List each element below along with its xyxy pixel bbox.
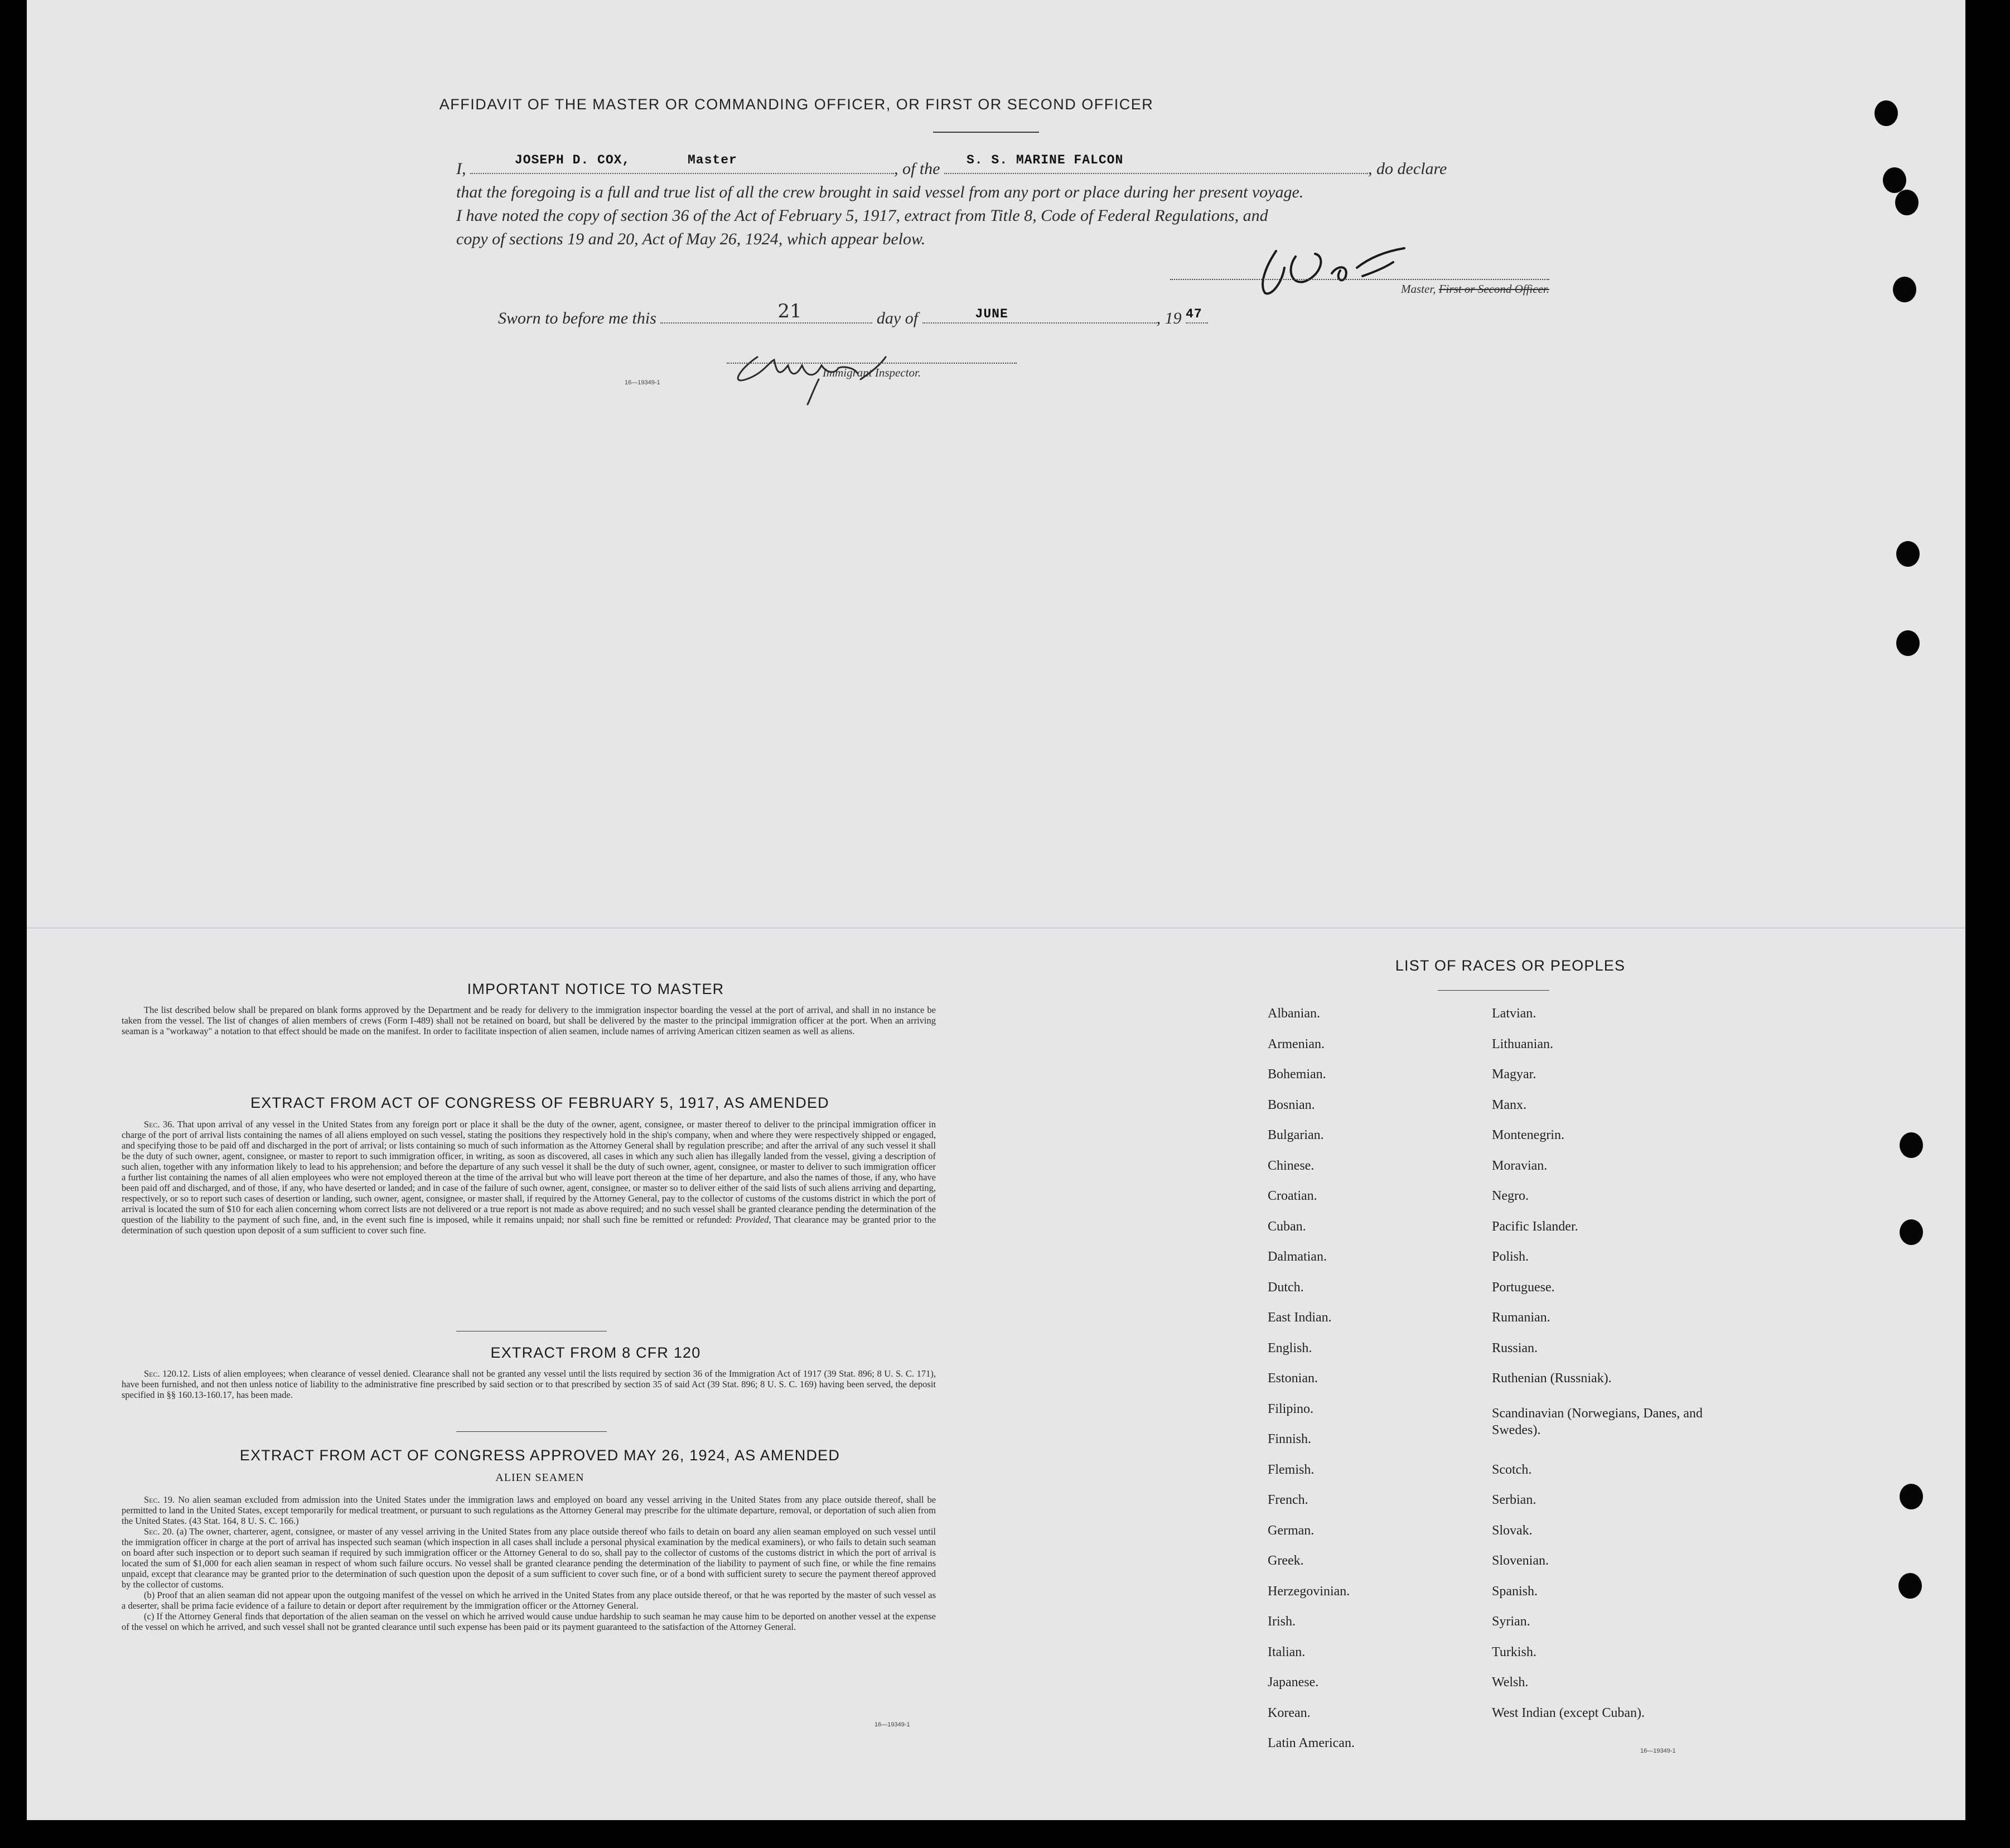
sworn-day-blank: [660, 300, 872, 324]
race-item: Italian.: [1268, 1644, 1306, 1659]
sec-120-label: Sec. 120.12.: [144, 1368, 190, 1379]
declaration-line-2: that the foregoing is a full and true list of all the crew brought in said vessel from any port or place during her present voyage.: [456, 183, 1304, 201]
race-item: West Indian (except Cuban).: [1492, 1705, 1645, 1720]
master-signature-line: [1170, 279, 1549, 296]
races-title-underline: [1438, 990, 1549, 991]
race-item: Magyar.: [1492, 1067, 1537, 1082]
master-label: Master,: [1401, 282, 1436, 296]
sec-20c-paragraph: (c) If the Attorney General finds that deportation of the alien seaman on the vessel on which he arrived would cause undue hardship to such seaman he may cause him to be deported on another vessel at the expense of the vessel on which he arrived, and such vessel shall not be granted clearance until such expense has been paid or its payment guaranteed to the satisfaction of the Attorney General.: [122, 1611, 936, 1632]
title-underline: [933, 132, 1039, 133]
race-item: Rumanian.: [1492, 1310, 1550, 1325]
form-number-left: 16—19349-1: [874, 1721, 910, 1728]
section-divider: [456, 1431, 607, 1432]
race-item: Bohemian.: [1268, 1067, 1326, 1082]
race-item: Spanish.: [1492, 1584, 1538, 1599]
notice-title: IMPORTANT NOTICE TO MASTER: [467, 981, 724, 997]
race-item: Albanian.: [1268, 1006, 1320, 1021]
provided-word: Provided,: [735, 1214, 771, 1225]
document-page: [27, 0, 1965, 1820]
name-rank-blank: [470, 153, 894, 174]
sec-19-paragraph: [122, 1494, 936, 1526]
race-item: Finnish.: [1268, 1432, 1312, 1446]
punch-hole: [1896, 630, 1920, 656]
race-item: Armenian.: [1268, 1036, 1325, 1051]
race-item: Scotch.: [1492, 1462, 1532, 1477]
sworn-day: 21: [777, 300, 802, 322]
race-item: Croatian.: [1268, 1189, 1317, 1203]
race-item: Chinese.: [1268, 1158, 1315, 1173]
extract-1924-title: EXTRACT FROM ACT OF CONGRESS APPROVED MAY 26, 1924, AS AMENDED: [239, 1447, 840, 1464]
of-the-text: , of the: [894, 160, 940, 178]
race-item: Filipino.: [1268, 1401, 1314, 1416]
sworn-year: 47: [1186, 307, 1202, 321]
race-item: Latvian.: [1492, 1006, 1537, 1021]
race-item: Greek.: [1268, 1553, 1304, 1568]
sworn-line: [498, 300, 1208, 328]
punch-hole: [1900, 1484, 1923, 1509]
race-item: Portuguese.: [1492, 1280, 1555, 1295]
officer-label-struck: First or Second Officer.: [1438, 282, 1549, 296]
extract-cfr-title: EXTRACT FROM 8 CFR 120: [490, 1344, 701, 1361]
extract-1924-text: [122, 1494, 936, 1632]
race-item: Welsh.: [1492, 1675, 1529, 1690]
vessel-name: S. S. MARINE FALCON: [967, 153, 1124, 167]
sworn-month-blank: [922, 306, 1157, 324]
race-item: Slovenian.: [1492, 1553, 1549, 1568]
race-item: French.: [1268, 1493, 1308, 1507]
race-item: Scandinavian (Norwegians, Danes, and Swedes).: [1492, 1406, 1703, 1437]
race-item: Dutch.: [1268, 1280, 1304, 1295]
punch-hole: [1896, 541, 1920, 567]
race-item: Korean.: [1268, 1705, 1311, 1720]
declaration-line-4: copy of sections 19 and 20, Act of May 26, 1924, which appear below.: [456, 230, 926, 248]
master-name: JOSEPH D. COX,: [515, 153, 631, 167]
punch-hole: [1883, 167, 1906, 193]
sec-19-body: No alien seaman excluded from admission into the United States under the immigration laws and employed on board any vessel arriving in the United States from any place outside thereof, shall be permitted to land in the United States, except temporarily for medical treatment, or pursuant to such regulations as the Attorney General may prescribe for the ultimate departure, removal, or deportation of such alien from the United States. (43 Stat. 164, 8 U. S. C. 166.): [122, 1494, 936, 1526]
race-item: Ruthenian (Russniak).: [1492, 1371, 1612, 1386]
extract-cfr-text: [122, 1368, 936, 1400]
race-item: Negro.: [1492, 1189, 1529, 1203]
sec-120-body: Lists of alien employees; when clearance of vessel denied. Clearance shall not be granted any vessel until the lists required by section 36 of the Immigration Act of 1917 (39 Stat. 896; 8 U. S. C. 171), have been furnished, and not then unless notice of liability to the administrative fine prescribed by said section or to that prescribed by section 35 of said Act (39 Stat. 896; 8 U. S. C. 169) having been served, the deposit specified in §§ 160.13-160.17, has been made.: [122, 1368, 936, 1400]
sec-36-body: That upon arrival of any vessel in the United States from any foreign port or place it shall be the duty of the owner, agent, consignee, or master thereof to deliver to the principal immigration officer in charge of the port of arrival lists containing the names of all aliens employed on such vessel, stating the positions they respectively hold in the ship's company, when and where they were respectively shipped or engaged, and specifying those to be paid off and discharged in the port of arrival; or lists containing so much of such information as the Attorney General shall by regulation prescribe; and after the arrival of any such vessel it shall be the duty of such owner, agent, consignee, or master to report to such immigration officer, in writing, as soon as discovered, all cases in which any such alien has illegally landed from the vessel, giving a description of such alien, together with any information likely to lead to his apprehension; and before the departure of any such vessel it shall be the duty of such owner, agent, consignee, or master to deliver to such immigration officer a further list containing the names of all alien employees who were not employed thereon at the time of the arrival but who will leave port thereon at the time of her departure, and also the names of those, if any, who have been paid off and discharged, and of those, if any, who have deserted or landed; and in case of the failure of such owner, agent, consignee, or master so to deliver either of the said lists of such aliens arriving and departing, respectively, or so to report such cases of desertion or landing, such owner, agent, consignee, or master shall, if required by the Attorney General, pay to the collector of customs of the customs district in which the port of arrival is located the sum of $10 for each alien concerning whom correct lists are not delivered or a true report is not made as above required; and no such vessel shall be granted clearance pending the determination of the question of the liability to the payment of such fine, and, in the event such fine is imposed, while it remains unpaid; nor shall such fine be remitted or refunded:: [122, 1119, 936, 1225]
race-item: German.: [1268, 1523, 1315, 1538]
punch-hole: [1898, 1573, 1922, 1599]
race-item: Moravian.: [1492, 1158, 1548, 1173]
race-item: Estonian.: [1268, 1371, 1318, 1386]
punch-hole: [1874, 100, 1898, 126]
race-item: Dalmatian.: [1268, 1249, 1327, 1264]
sworn-month: JUNE: [975, 307, 1008, 321]
inspector-line: Immigrant Inspector.: [727, 363, 1017, 380]
races-title: LIST OF RACES OR PEOPLES: [1395, 957, 1626, 974]
race-item: Herzegovinian.: [1268, 1584, 1350, 1599]
race-item: Serbian.: [1492, 1493, 1537, 1507]
declaration-line-1: [456, 153, 1549, 181]
race-item: Bosnian.: [1268, 1097, 1315, 1112]
vessel-blank: [944, 153, 1368, 174]
form-number-right: 16—19349-1: [1640, 1748, 1676, 1754]
extract-1917-text: [122, 1119, 936, 1236]
notice-text: The list described below shall be prepared on blank forms approved by the Department and be ready for delivery to the immigration inspector boarding the vessel at the port of arrival, and shall in no instance be taken from the vessel. The list of changes of alien members of crews (Form I-489) shall not be retained on board, but shall be delivered by the master to the principal immigration officer at the port. When an arriving seaman is a "workaway" a notation to that effect should be made on the manifest. In order to facilitate inspection of alien seamen, include names of arriving American citizen seamen as well as aliens.: [122, 1005, 936, 1036]
sec-36-end: That clearance may be granted prior to the determination of such question upon deposit of a sum sufficient to cover such fine.: [122, 1214, 936, 1236]
sec-36-label: Sec. 36.: [144, 1119, 175, 1130]
race-item: Pacific Islander.: [1492, 1219, 1578, 1234]
extract-1917-title: EXTRACT FROM ACT OF CONGRESS OF FEBRUARY 5, 1917, AS AMENDED: [250, 1094, 829, 1111]
master-rank: Master: [688, 153, 737, 167]
sec-20b-paragraph: (b) Proof that an alien seaman did not appear upon the outgoing manifest of the vessel on which he arrived in the United States from any place outside thereof, or that he was reported by the master of such vessel as a deserter, shall be prima facie evidence of a failure to detain or deport after requirement by the immigration officer or the Attorney General.: [122, 1590, 936, 1611]
sec-20a-paragraph: [122, 1526, 936, 1590]
race-item: Russian.: [1492, 1340, 1538, 1355]
punch-hole: [1893, 277, 1916, 302]
race-item: Montenegrin.: [1492, 1128, 1564, 1142]
race-item: Syrian.: [1492, 1614, 1530, 1629]
year-blank: [1186, 306, 1208, 324]
race-item: Japanese.: [1268, 1675, 1319, 1690]
sec-20a-body: (a) The owner, charterer, agent, consignee, or master of any vessel arriving in the United States from any place outside thereof who fails to detain on board any alien seaman employed on such vessel until the immigration officer in charge at the port of arrival has inspected such seaman (which inspection in all cases shall include a personal physical examination by the medical examiners), or who fails to detain such seaman on board after such inspection or to deport such seaman if required by such immigration officer or the Attorney General to do so, shall pay to the collector of customs of the customs district in which the port of arrival is located the sum of $1,000 for each alien seaman in respect of whom such failure occurs. No vessel shall be granted clearance pending the determination of the liability to payment of such fine, or while the fine remains unpaid, except that clearance may be granted prior to the determination of such question upon the deposit of a sum sufficient to cover such fine, or of a bond with sufficient surety to secure the payment thereof approved by the collector of customs.: [122, 1526, 936, 1590]
form-number-top: 16—19349-1: [625, 379, 660, 386]
page-fold-line: [27, 927, 1965, 929]
race-item: Manx.: [1492, 1097, 1526, 1112]
race-item: Lithuanian.: [1492, 1036, 1553, 1051]
races-right-column: [1492, 1005, 1715, 1735]
sec-19-label: Sec. 19.: [144, 1494, 175, 1505]
race-item: Irish.: [1268, 1614, 1296, 1629]
punch-hole: [1900, 1132, 1923, 1158]
race-item: Polish.: [1492, 1249, 1529, 1264]
sec-20-label: Sec. 20.: [144, 1526, 174, 1537]
race-item: Turkish.: [1492, 1644, 1537, 1659]
punch-hole: [1895, 190, 1919, 215]
affidavit-title: AFFIDAVIT OF THE MASTER OR COMMANDING OFFICER, OR FIRST OR SECOND OFFICER: [439, 96, 1154, 113]
alien-seamen-subtitle: ALIEN SEAMEN: [495, 1471, 584, 1484]
sworn-text: Sworn to before me this: [498, 309, 656, 327]
punch-hole: [1900, 1219, 1923, 1245]
race-item: Flemish.: [1268, 1462, 1315, 1477]
declaration-line-3: I have noted the copy of section 36 of the Act of February 5, 1917, extract from Title 8, Code of Federal Regulations, and: [456, 206, 1268, 225]
declare-text: , do declare: [1368, 160, 1447, 178]
pronoun: I,: [456, 160, 466, 178]
race-item: East Indian.: [1268, 1310, 1332, 1325]
race-item: Slovak.: [1492, 1523, 1533, 1538]
race-item: Latin American.: [1268, 1736, 1355, 1750]
race-item: Cuban.: [1268, 1219, 1306, 1234]
races-left-column: [1268, 1005, 1355, 1765]
year-prefix: , 19: [1156, 309, 1182, 327]
race-item: English.: [1268, 1340, 1312, 1355]
race-item: Bulgarian.: [1268, 1128, 1324, 1142]
day-of-text: day of: [876, 309, 919, 327]
